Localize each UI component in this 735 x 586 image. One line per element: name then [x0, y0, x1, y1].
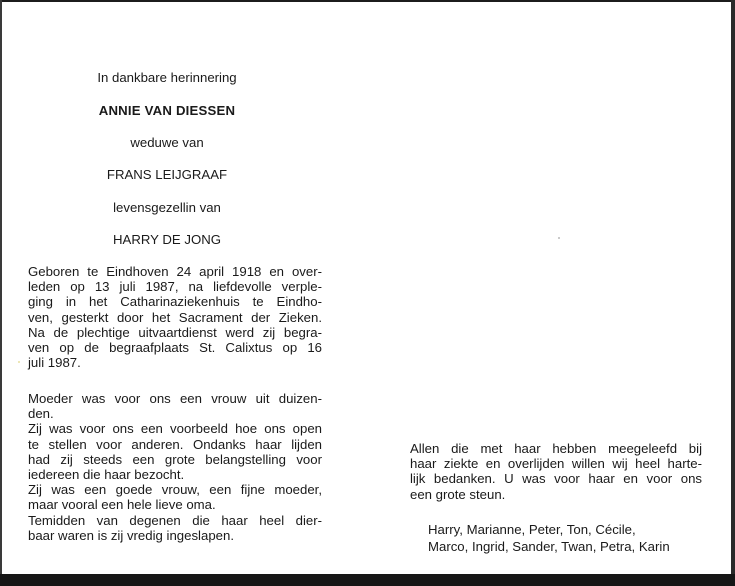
heading: In dankbare herinnering: [97, 70, 237, 85]
partner-name: HARRY DE JONG: [113, 232, 221, 247]
scan-edge-top: [0, 0, 735, 2]
biography-line: juli 1987.: [28, 355, 81, 371]
tribute-line: Temidden van degenen die haar heel dier-: [28, 512, 322, 528]
thanks-line: een grote steun.: [410, 486, 506, 502]
scan-edge-bottom: [0, 574, 735, 586]
biography-line: ven, gesterkt door het Sacrament der Zieken.: [28, 309, 322, 325]
tribute-line: baar waren is zij vredig ingeslapen.: [28, 527, 234, 543]
tribute-line: den.: [28, 406, 54, 422]
biography-line: leden op 13 juli 1987, na liefdevolle verple-: [28, 279, 322, 295]
thanks-paragraph: [410, 441, 702, 502]
relation-partner: levensgezellin van: [113, 200, 221, 215]
paper-speck: [18, 361, 20, 363]
thanks-line: Allen die met haar hebben meegeleefd bij: [410, 441, 702, 456]
tribute-line: Moeder was voor ons een vrouw uit duizen-: [28, 391, 322, 406]
thanks-line: haar ziekte en overlijden willen wij heel harte-: [410, 456, 702, 472]
tribute-line: Zij was voor ons een voorbeeld hoe ons open: [28, 421, 322, 437]
scan-edge-right: [731, 0, 735, 586]
biography-line: Geboren te Eindhoven 24 april 1918 en over-: [28, 264, 322, 279]
family-line: Harry, Marianne, Peter, Ton, Cécile,: [428, 522, 636, 537]
biography-line: ven op de begraafplaats St. Calixtus op 16: [28, 340, 322, 356]
deceased-name: ANNIE VAN DIESSEN: [98, 103, 236, 118]
tribute-paragraph: [28, 391, 322, 543]
paper-speck: [558, 237, 560, 239]
spouse-name: FRANS LEIJGRAAF: [106, 167, 228, 182]
tribute-line: maar vooral een hele lieve oma.: [28, 497, 216, 513]
tribute-line: had zij steeds een grote belangstelling voor: [28, 451, 322, 467]
scan-edge-left: [0, 0, 2, 586]
thanks-line: lijk bedanken. U was voor haar en voor ons: [410, 471, 702, 487]
relation-widow: weduwe van: [130, 135, 204, 150]
tribute-line: Zij was een goede vrouw, een fijne moeder,: [28, 482, 322, 498]
biography-paragraph: [28, 264, 322, 370]
tribute-line: te stellen voor anderen. Ondanks haar lijden: [28, 436, 322, 452]
tribute-line: iedereen die haar bezocht.: [28, 467, 185, 483]
biography-line: ging in het Catharinaziekenhuis te Eindho-: [28, 294, 322, 310]
biography-line: Na de plechtige uitvaartdienst werd zij begra-: [28, 324, 322, 340]
family-line: Marco, Ingrid, Sander, Twan, Petra, Karin: [428, 539, 670, 554]
family-signatures: [428, 521, 698, 555]
